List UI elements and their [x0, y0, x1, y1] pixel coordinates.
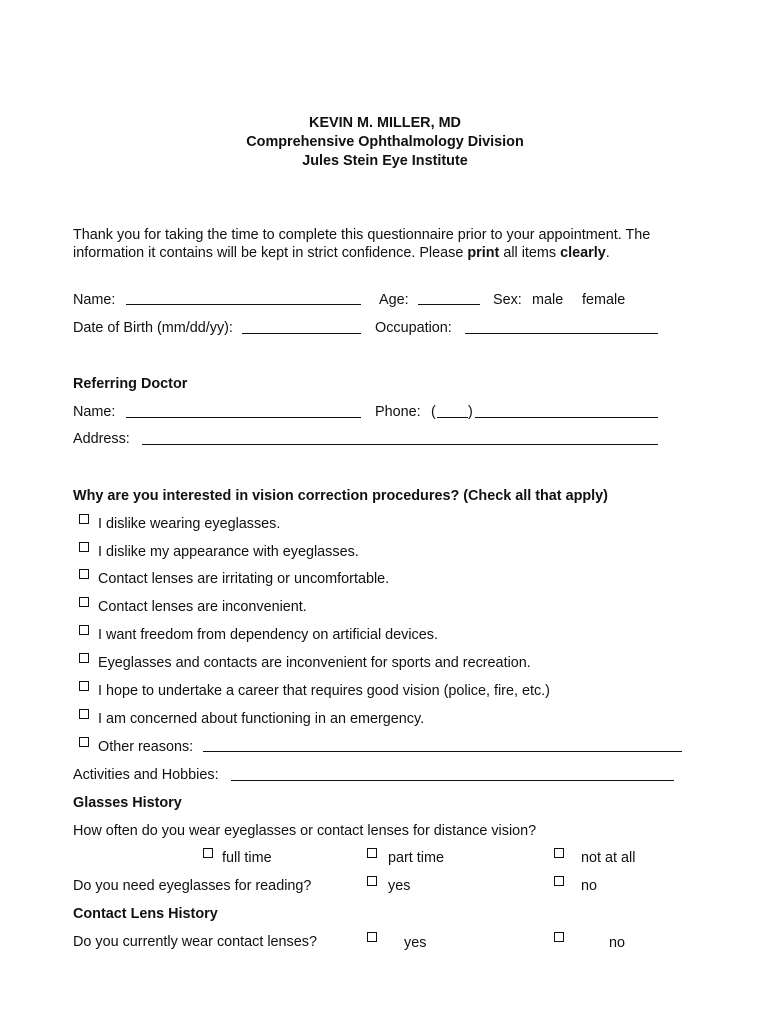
sex-label: Sex:: [493, 292, 522, 308]
patient-name-field[interactable]: [126, 304, 361, 305]
referring-name-field[interactable]: [126, 417, 361, 418]
not-at-all-checkbox[interactable]: [554, 848, 564, 858]
reason-label: I am concerned about functioning in an emergency.: [98, 711, 425, 727]
doctor-name: KEVIN M. MILLER, MD: [309, 115, 461, 131]
division-name: Comprehensive Ophthalmology Division: [246, 134, 524, 150]
phone-open-paren: (: [431, 404, 436, 420]
phone-number-field[interactable]: [475, 417, 658, 418]
reason-label: Contact lenses are inconvenient.: [98, 599, 307, 615]
age-field[interactable]: [418, 304, 480, 305]
contacts-no-label: no: [609, 935, 626, 951]
full-time-checkbox[interactable]: [203, 848, 213, 858]
reason-checkbox[interactable]: [79, 625, 89, 635]
reading-yes-checkbox[interactable]: [367, 876, 377, 886]
intro-text-b: all items: [499, 245, 561, 261]
full-time-label: full time: [222, 850, 272, 866]
contacts-heading: Contact Lens History: [73, 906, 218, 922]
not-at-all-label: not at all: [581, 850, 636, 866]
dob-label: Date of Birth (mm/dd/yy):: [73, 320, 233, 336]
activities-label: Activities and Hobbies:: [73, 767, 219, 783]
contacts-no-checkbox[interactable]: [554, 932, 564, 942]
dob-field[interactable]: [242, 333, 361, 334]
reason-checkbox[interactable]: [79, 514, 89, 524]
other-reasons-label: Other reasons:: [98, 739, 194, 755]
distance-vision-question: How often do you wear eyeglasses or contact lenses for distance vision?: [73, 823, 537, 839]
address-field[interactable]: [142, 444, 658, 445]
other-reasons-field[interactable]: [203, 751, 682, 752]
reading-yes-label: yes: [388, 878, 411, 894]
reading-no-label: no: [581, 878, 598, 894]
part-time-checkbox[interactable]: [367, 848, 377, 858]
occupation-label: Occupation:: [375, 320, 452, 336]
intro-clearly: clearly: [560, 245, 606, 261]
glasses-heading: Glasses History: [73, 795, 182, 811]
intro-text-a: information it contains will be kept in strict confidence. Please: [73, 245, 468, 261]
reason-label: I dislike wearing eyeglasses.: [98, 516, 281, 532]
reason-checkbox[interactable]: [79, 709, 89, 719]
phone-label: Phone:: [375, 404, 421, 420]
intro-line-2: [73, 244, 610, 262]
contacts-yes-label: yes: [404, 935, 427, 951]
sex-female-option[interactable]: female: [582, 292, 626, 308]
intro-line-1: Thank you for taking the time to complete this questionnaire prior to your appointment. The: [73, 227, 651, 243]
age-label: Age:: [379, 292, 409, 308]
address-label: Address:: [73, 431, 130, 447]
reason-checkbox[interactable]: [79, 737, 89, 747]
intro-end: .: [605, 245, 610, 261]
reason-checkbox[interactable]: [79, 681, 89, 691]
reason-label: I dislike my appearance with eyeglasses.: [98, 544, 359, 560]
reason-checkbox[interactable]: [79, 542, 89, 552]
reason-label: Contact lenses are irritating or uncomfortable.: [98, 571, 390, 587]
occupation-field[interactable]: [465, 333, 658, 334]
reading-no-checkbox[interactable]: [554, 876, 564, 886]
patient-name-label: Name:: [73, 292, 116, 308]
sex-male-option[interactable]: male: [532, 292, 564, 308]
referring-heading: Referring Doctor: [73, 376, 188, 392]
intro-print: print: [467, 245, 500, 261]
institute-name: Jules Stein Eye Institute: [302, 153, 468, 169]
contacts-yes-checkbox[interactable]: [367, 932, 377, 942]
reason-label: Eyeglasses and contacts are inconvenient for sports and recreation.: [98, 655, 531, 671]
reason-checkbox[interactable]: [79, 653, 89, 663]
phone-area-code-field[interactable]: [437, 417, 468, 418]
phone-close-paren: ): [468, 404, 473, 420]
reasons-heading: Why are you interested in vision correction procedures? (Check all that apply): [73, 488, 608, 504]
part-time-label: part time: [388, 850, 444, 866]
reason-label: I hope to undertake a career that requires good vision (police, fire, etc.): [98, 683, 550, 699]
reason-checkbox[interactable]: [79, 597, 89, 607]
activities-field[interactable]: [231, 780, 674, 781]
reading-question: Do you need eyeglasses for reading?: [73, 878, 312, 894]
referring-name-label: Name:: [73, 404, 116, 420]
reason-label: I want freedom from dependency on artificial devices.: [98, 627, 438, 643]
reason-checkbox[interactable]: [79, 569, 89, 579]
contacts-question: Do you currently wear contact lenses?: [73, 934, 317, 950]
